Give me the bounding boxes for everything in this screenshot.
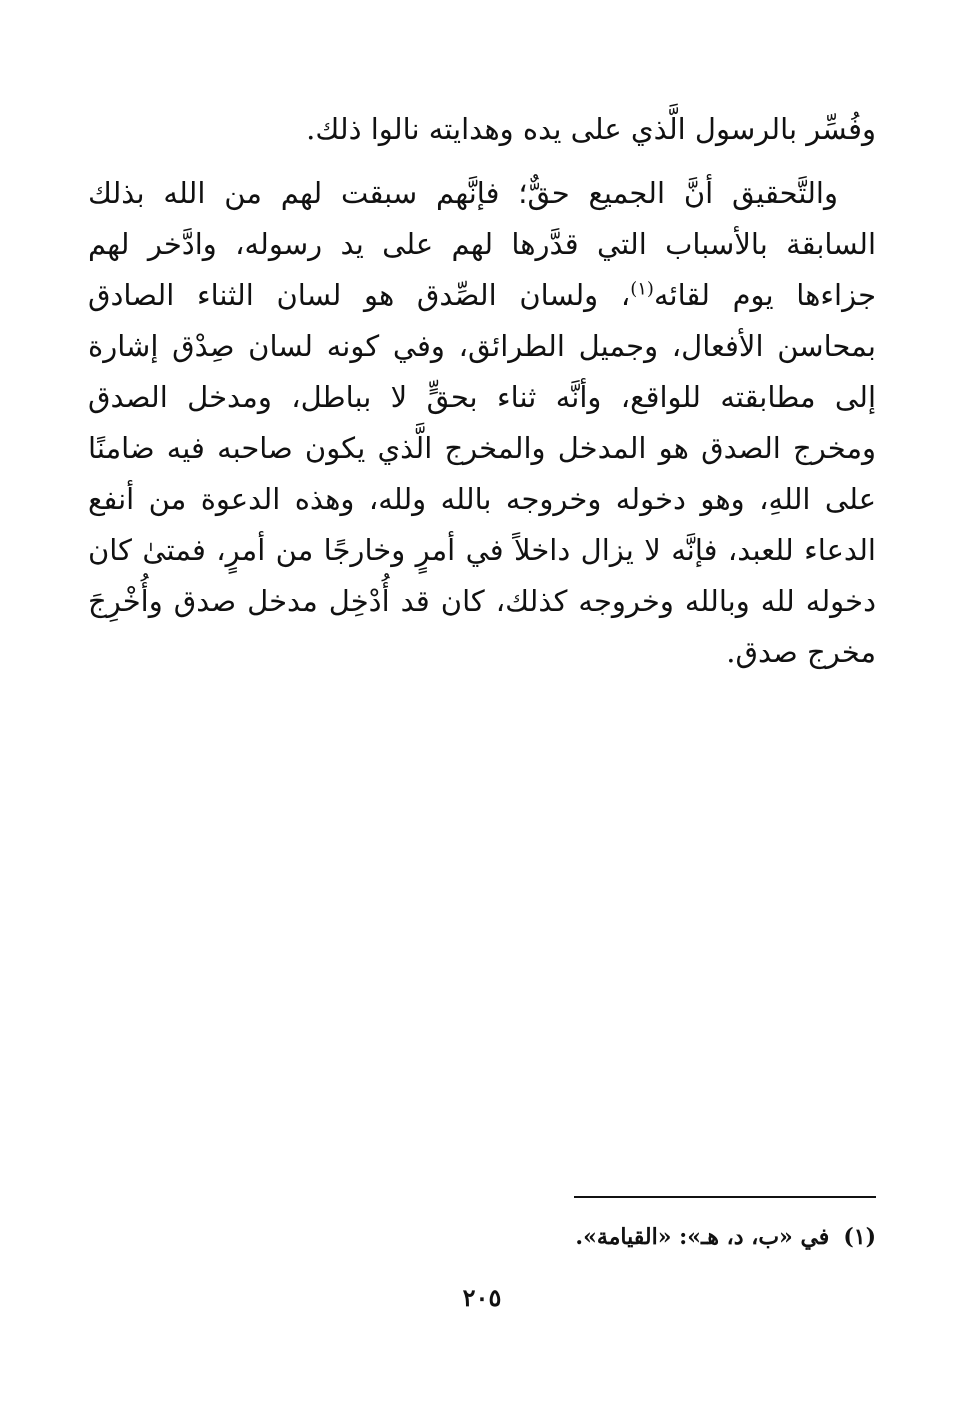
paragraph-1: وفُسِّر بالرسول الَّذي على يده وهدايته نالوا ذلك. [306, 112, 876, 146]
paragraph-2 [88, 168, 876, 678]
main-text [88, 104, 876, 678]
page-number: ٢٠٥ [462, 1283, 502, 1312]
footnote [300, 1220, 876, 1254]
footnote-divider [574, 1196, 876, 1198]
paragraph-2-part-1: والتَّحقيق أنَّ الجميع حقٌّ؛ فإنَّهم سبقت لهم من الله بذلك السابقة بالأسباب التي قدَّرها لهم على يد رسوله، وادَّخر لهم جزاءها يوم لقائه [88, 176, 876, 312]
footnote-marker[interactable]: (١) [630, 278, 654, 300]
paragraph-2-part-2: ، ولسان الصِّدق هو لسان الثناء الصادق بمحاسن الأفعال، وجميل الطرائق، وفي كونه لسان صِدْق إشارة إلى مطابقته للواقع، وأنَّه ثناء بحقٍّ لا بباطل، ومدخل الصدق ومخرج الصدق هو المدخل والمخرج الَّذي يكون صاحبه فيه ضامنًا على اللهِ، وهو دخوله وخروجه بالله ولله، وهذه الدعوة من أنفع الدعاء للعبد، فإنَّه لا يزال داخلاً في أمرٍ وخارجًا من أمرٍ، فمتىٰ كان دخوله لله وبالله وخروجه كذلك، كان قد أُدْخِل مدخل صدق وأُخْرِجَ مخرج صدق. [88, 278, 876, 669]
footnote-number: (١) [843, 1224, 876, 1250]
footnote-text: في «ب، د، هـ»: «القيامة». [575, 1224, 830, 1250]
